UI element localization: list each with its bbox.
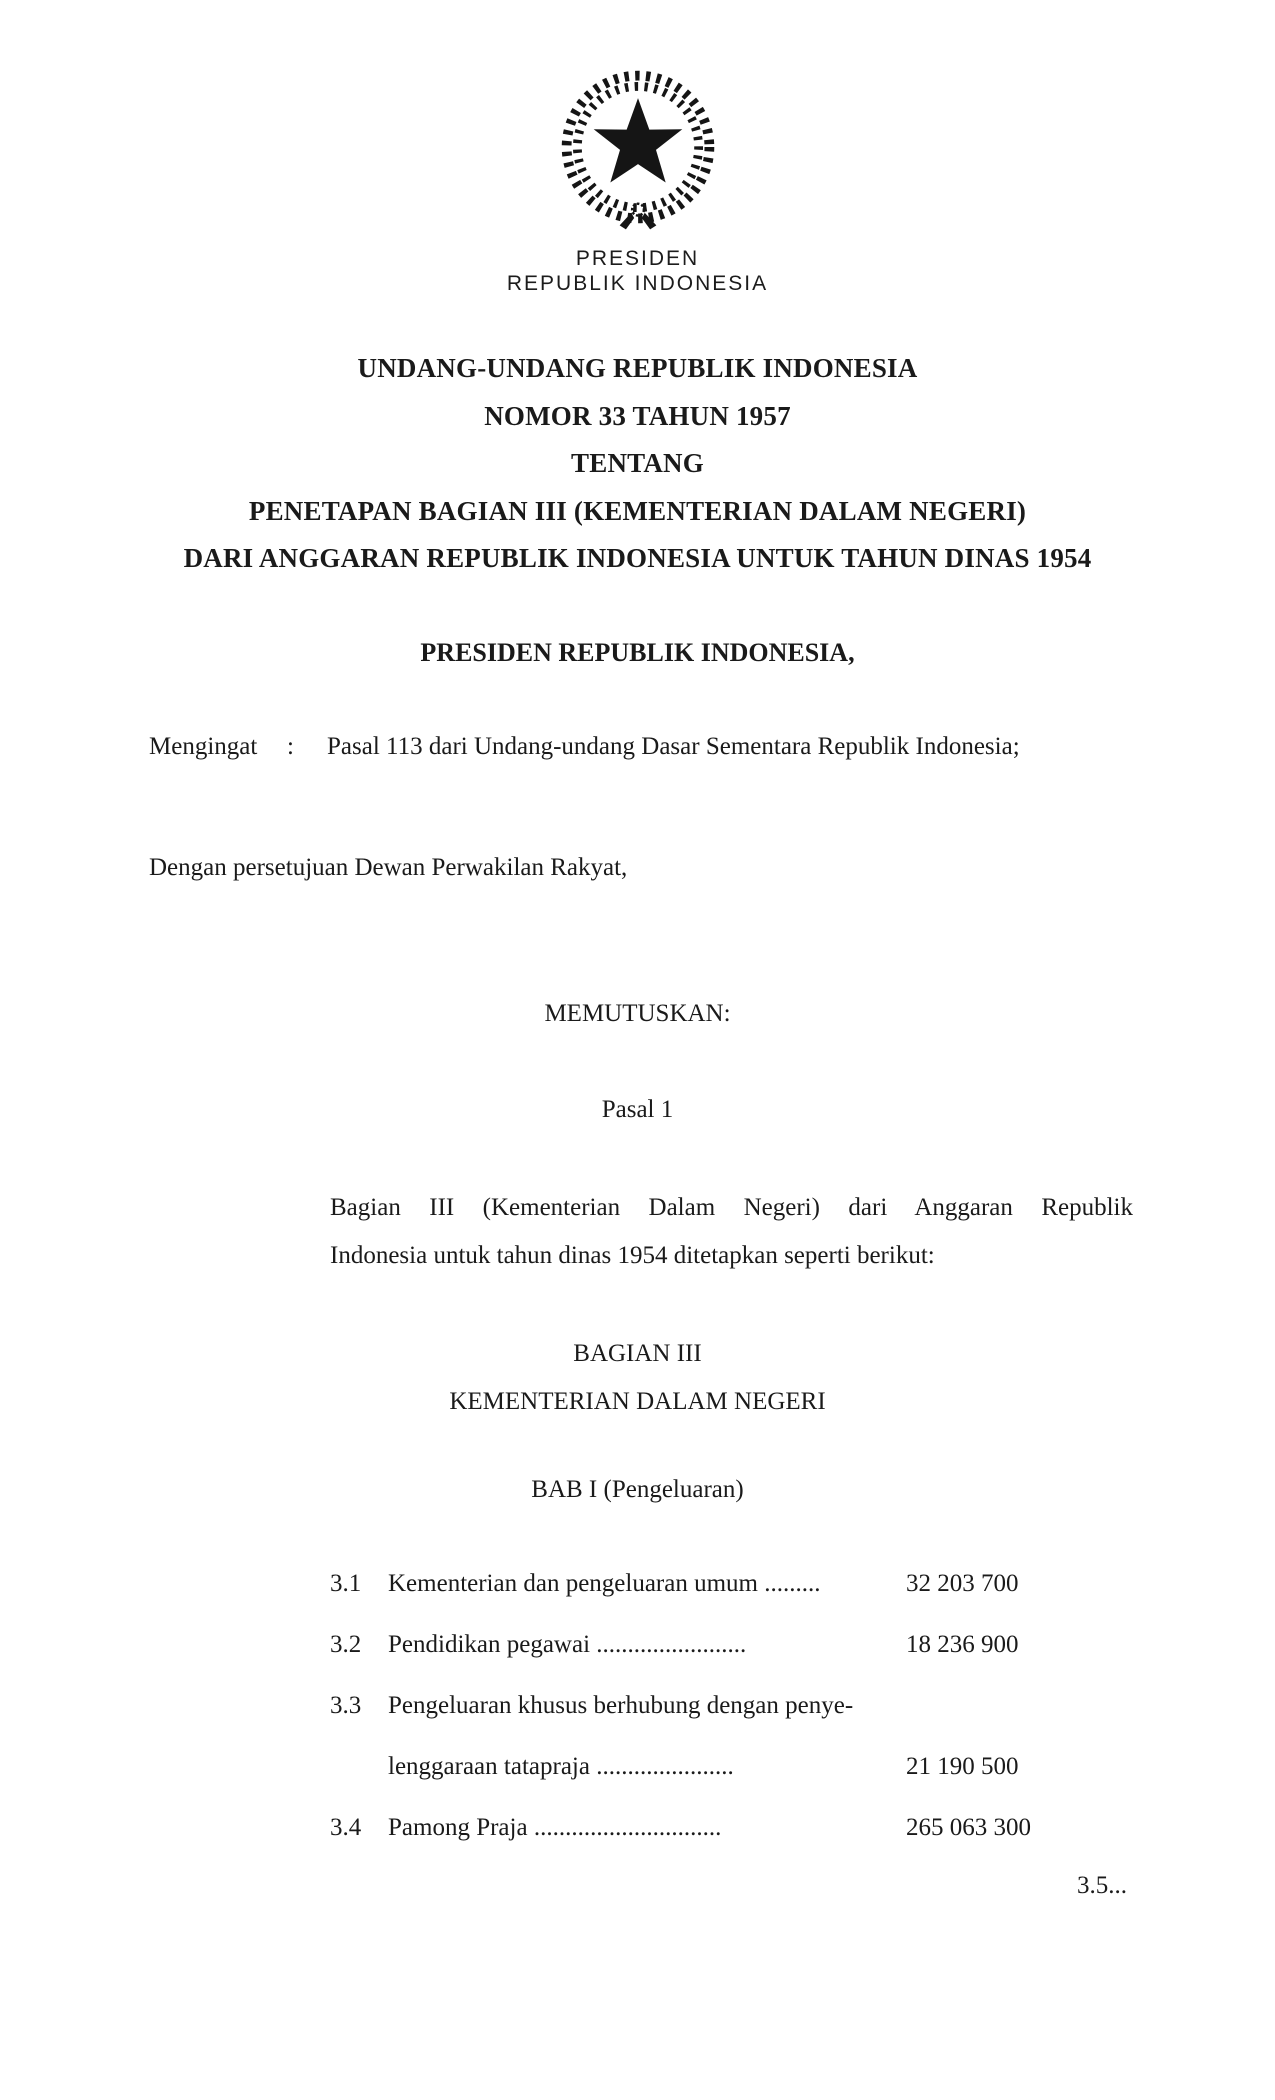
law-title-line-2: NOMOR 33 TAHUN 1957 — [484, 400, 791, 431]
agreement-line: Dengan persetujuan Dewan Perwakilan Rakyat, — [149, 854, 628, 881]
section-heading-line-2: KEMENTERIAN DALAM NEGERI — [449, 1388, 826, 1415]
budget-item-number: 3.2 — [330, 1631, 362, 1658]
decision-heading: MEMUTUSKAN: — [544, 1000, 731, 1027]
salutation: PRESIDEN REPUBLIK INDONESIA, — [420, 638, 855, 667]
budget-row-3-4 — [330, 1814, 1140, 1875]
law-title — [0, 345, 1275, 583]
budget-row-3-1 — [330, 1570, 1140, 1631]
budget-item-description: Kementerian dan pengeluaran umum ......... — [388, 1570, 821, 1597]
budget-item-number: 3.1 — [330, 1570, 362, 1597]
letterhead-line-republik-indonesia: REPUBLIK INDONESIA — [506, 272, 769, 295]
budget-item-description: Pengeluaran khusus berhubung dengan penye- — [388, 1692, 854, 1719]
budget-item-number: 3.3 — [330, 1692, 362, 1719]
budget-list — [330, 1570, 1140, 1875]
considering-clause — [149, 732, 1149, 761]
law-title-line-3: TENTANG — [571, 448, 704, 478]
budget-item-amount: 265 063 300 — [906, 1814, 1031, 1841]
article-body-line-1: Bagian III (Kementerian Dalam Negeri) dari Anggaran Republik — [330, 1194, 1133, 1221]
budget-row-3-3-continued — [330, 1753, 1140, 1814]
budget-item-amount: 21 190 500 — [906, 1753, 1019, 1780]
letterhead-line-presiden: PRESIDEN — [575, 247, 700, 270]
law-title-line-5: DARI ANGGARAN REPUBLIK INDONESIA UNTUK TAHUN DINAS 1954 — [183, 543, 1092, 573]
article-heading: Pasal 1 — [601, 1096, 674, 1123]
section-heading — [0, 1330, 1275, 1426]
section-heading-line-1: BAGIAN III — [573, 1340, 702, 1367]
catchword: 3.5... — [1077, 1872, 1127, 1899]
law-title-line-4: PENETAPAN BAGIAN III (KEMENTERIAN DALAM NEGERI) — [248, 495, 1027, 526]
considering-colon: : — [287, 733, 294, 760]
law-title-line-1: UNDANG-UNDANG REPUBLIK INDONESIA — [357, 353, 918, 383]
star-wreath-emblem-icon — [550, 60, 726, 238]
budget-item-description: Pendidikan pegawai ........................ — [388, 1631, 747, 1658]
star-icon — [594, 98, 683, 182]
chapter-heading: BAB I (Pengeluaran) — [531, 1476, 744, 1503]
letterhead — [0, 246, 1275, 296]
budget-row-3-2 — [330, 1631, 1140, 1692]
article-body-line-2: Indonesia untuk tahun dinas 1954 ditetapkan seperti berikut: — [330, 1242, 935, 1269]
budget-item-description: Pamong Praja .............................. — [388, 1814, 722, 1841]
article-body — [330, 1184, 1133, 1280]
considering-text: Pasal 113 dari Undang-undang Dasar Sementara Republik Indonesia; — [327, 733, 1020, 760]
budget-row-3-3 — [330, 1692, 1140, 1753]
budget-item-number: 3.4 — [330, 1814, 362, 1841]
budget-item-amount: 32 203 700 — [906, 1570, 1019, 1597]
budget-item-amount: 18 236 900 — [906, 1631, 1019, 1658]
budget-item-description-continued: lenggaraan tatapraja ...................... — [388, 1753, 734, 1780]
considering-label: Mengingat — [149, 733, 258, 760]
presidential-emblem — [550, 60, 726, 238]
